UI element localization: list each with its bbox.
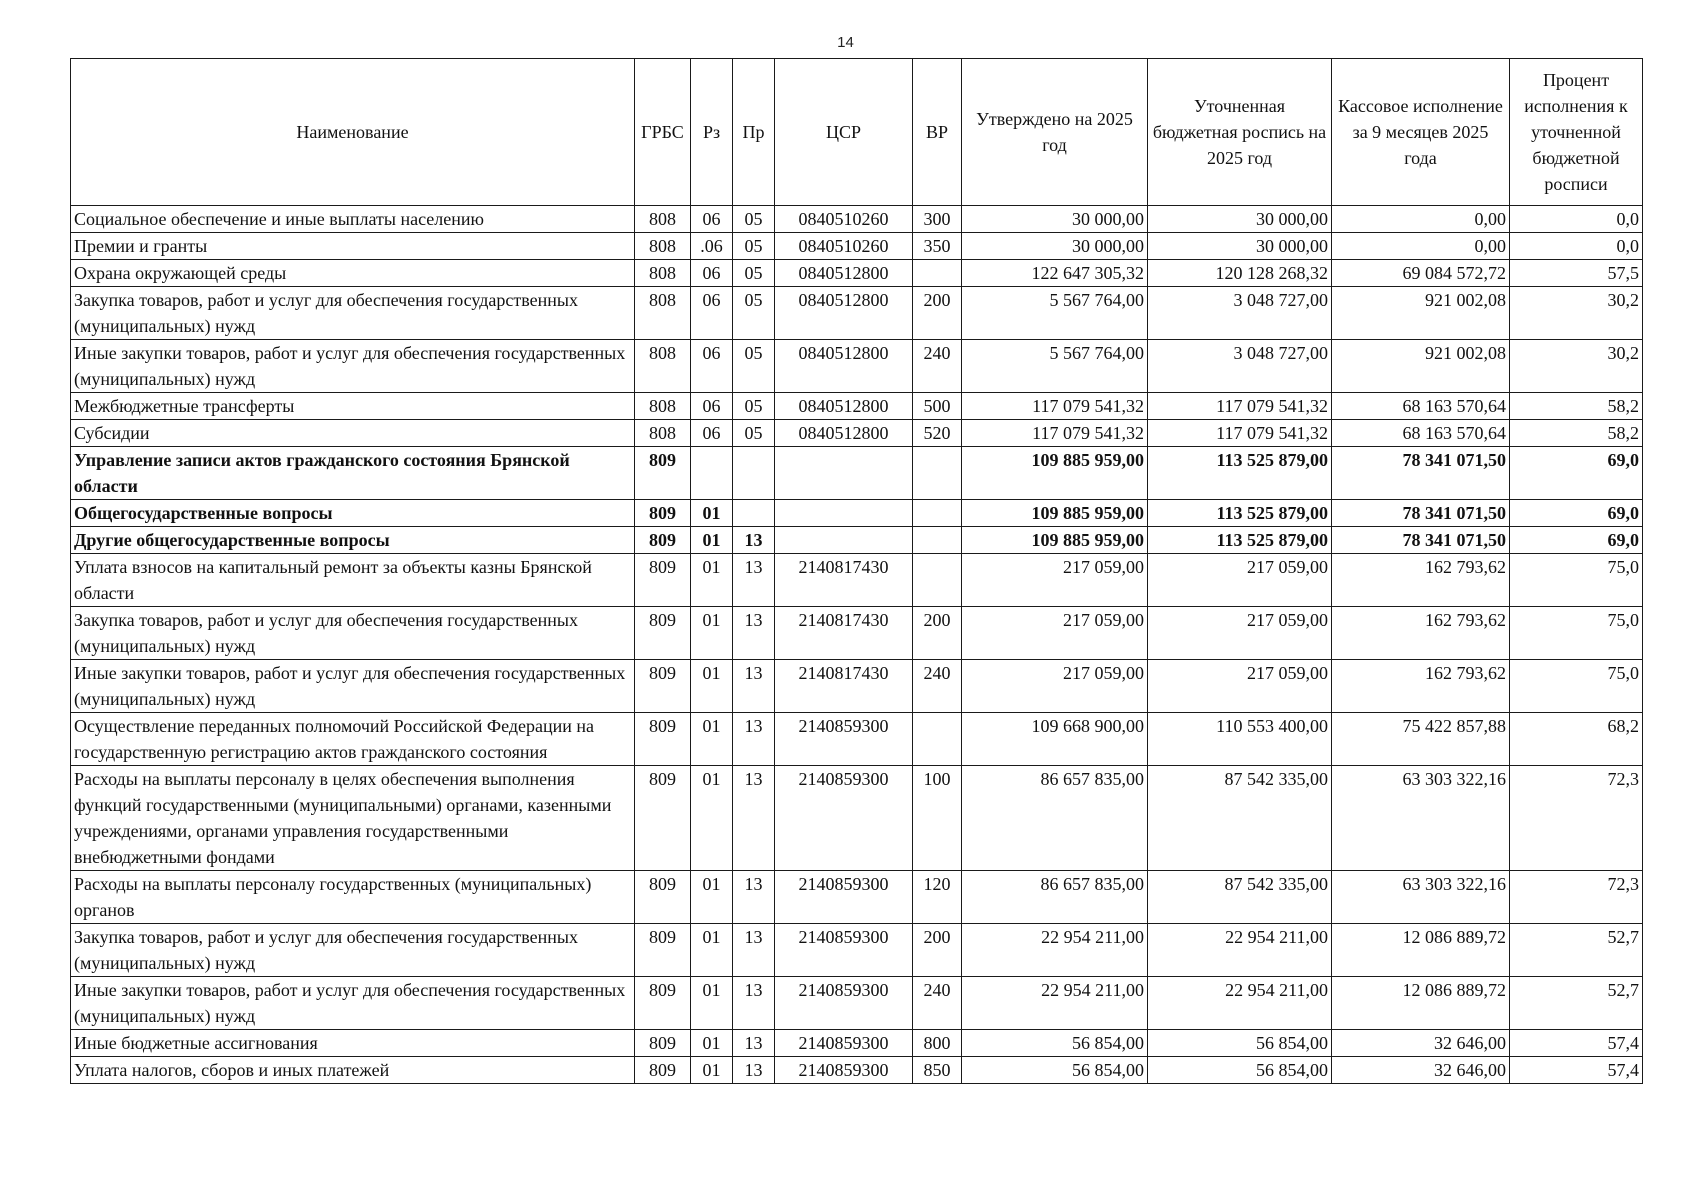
cell-rz: 06 xyxy=(691,260,733,287)
cell-name: Осуществление переданных полномочий Российской Федерации на государственную регистрацию актов гражданского состояния xyxy=(71,713,635,766)
cell-approved: 117 079 541,32 xyxy=(962,420,1148,447)
cell-percent: 0,0 xyxy=(1510,206,1643,233)
cell-vr xyxy=(913,713,962,766)
cell-approved: 22 954 211,00 xyxy=(962,977,1148,1030)
cell-rz: 01 xyxy=(691,1057,733,1084)
header-csr: ЦСР xyxy=(775,59,913,206)
cell-vr: 240 xyxy=(913,660,962,713)
table-row xyxy=(71,287,1643,340)
cell-cash: 921 002,08 xyxy=(1332,287,1510,340)
header-cash: Кассовое исполнение за 9 месяцев 2025 года xyxy=(1332,59,1510,206)
cell-approved: 217 059,00 xyxy=(962,554,1148,607)
cell-vr xyxy=(913,447,962,500)
cell-name: Субсидии xyxy=(71,420,635,447)
cell-rz: 06 xyxy=(691,206,733,233)
cell-vr: 350 xyxy=(913,233,962,260)
cell-refined: 113 525 879,00 xyxy=(1148,527,1332,554)
cell-csr xyxy=(775,500,913,527)
cell-percent: 69,0 xyxy=(1510,447,1643,500)
cell-csr: 2140859300 xyxy=(775,1030,913,1057)
cell-vr xyxy=(913,554,962,607)
cell-grbs: 809 xyxy=(635,527,691,554)
cell-percent: 75,0 xyxy=(1510,554,1643,607)
cell-approved: 217 059,00 xyxy=(962,607,1148,660)
cell-cash: 63 303 322,16 xyxy=(1332,766,1510,871)
cell-grbs: 809 xyxy=(635,1030,691,1057)
cell-refined: 22 954 211,00 xyxy=(1148,924,1332,977)
cell-approved: 109 885 959,00 xyxy=(962,500,1148,527)
cell-name: Закупка товаров, работ и услуг для обеспечения государственных (муниципальных) нужд xyxy=(71,287,635,340)
cell-csr xyxy=(775,527,913,554)
header-vr: ВР xyxy=(913,59,962,206)
cell-cash: 162 793,62 xyxy=(1332,660,1510,713)
table-row xyxy=(71,206,1643,233)
cell-csr: 2140817430 xyxy=(775,554,913,607)
cell-grbs: 809 xyxy=(635,871,691,924)
cell-approved: 122 647 305,32 xyxy=(962,260,1148,287)
cell-approved: 22 954 211,00 xyxy=(962,924,1148,977)
cell-cash: 68 163 570,64 xyxy=(1332,420,1510,447)
cell-rz: 01 xyxy=(691,607,733,660)
cell-cash: 12 086 889,72 xyxy=(1332,977,1510,1030)
cell-csr: 2140859300 xyxy=(775,766,913,871)
cell-grbs: 809 xyxy=(635,660,691,713)
cell-grbs: 809 xyxy=(635,977,691,1030)
cell-cash: 162 793,62 xyxy=(1332,554,1510,607)
cell-vr: 300 xyxy=(913,206,962,233)
cell-rz: .06 xyxy=(691,233,733,260)
cell-pr: 13 xyxy=(733,924,775,977)
cell-rz: 01 xyxy=(691,713,733,766)
cell-name: Другие общегосударственные вопросы xyxy=(71,527,635,554)
cell-rz: 06 xyxy=(691,340,733,393)
cell-name: Иные бюджетные ассигнования xyxy=(71,1030,635,1057)
cell-percent: 69,0 xyxy=(1510,527,1643,554)
cell-percent: 58,2 xyxy=(1510,420,1643,447)
cell-refined: 113 525 879,00 xyxy=(1148,500,1332,527)
cell-rz: 01 xyxy=(691,660,733,713)
cell-refined: 117 079 541,32 xyxy=(1148,420,1332,447)
cell-refined: 87 542 335,00 xyxy=(1148,871,1332,924)
cell-grbs: 808 xyxy=(635,260,691,287)
cell-percent: 58,2 xyxy=(1510,393,1643,420)
cell-refined: 30 000,00 xyxy=(1148,233,1332,260)
cell-name: Социальное обеспечение и иные выплаты населению xyxy=(71,206,635,233)
cell-name: Охрана окружающей среды xyxy=(71,260,635,287)
cell-cash: 0,00 xyxy=(1332,206,1510,233)
header-row xyxy=(71,59,1643,206)
cell-csr: 0840510260 xyxy=(775,206,913,233)
cell-percent: 72,3 xyxy=(1510,871,1643,924)
cell-rz: 01 xyxy=(691,977,733,1030)
cell-name: Межбюджетные трансферты xyxy=(71,393,635,420)
table-row xyxy=(71,766,1643,871)
cell-grbs: 808 xyxy=(635,393,691,420)
cell-csr: 2140859300 xyxy=(775,713,913,766)
cell-vr: 520 xyxy=(913,420,962,447)
header-refined: Уточненная бюджетная роспись на 2025 год xyxy=(1148,59,1332,206)
cell-name: Премии и гранты xyxy=(71,233,635,260)
cell-refined: 110 553 400,00 xyxy=(1148,713,1332,766)
table-body xyxy=(71,206,1643,1084)
cell-grbs: 809 xyxy=(635,713,691,766)
cell-vr: 800 xyxy=(913,1030,962,1057)
cell-percent: 52,7 xyxy=(1510,977,1643,1030)
cell-vr: 240 xyxy=(913,977,962,1030)
cell-rz: 06 xyxy=(691,287,733,340)
cell-cash: 63 303 322,16 xyxy=(1332,871,1510,924)
cell-name: Иные закупки товаров, работ и услуг для обеспечения государственных (муниципальных) нужд xyxy=(71,340,635,393)
cell-approved: 217 059,00 xyxy=(962,660,1148,713)
cell-cash: 162 793,62 xyxy=(1332,607,1510,660)
table-row xyxy=(71,527,1643,554)
cell-grbs: 809 xyxy=(635,766,691,871)
cell-refined: 217 059,00 xyxy=(1148,554,1332,607)
cell-pr: 05 xyxy=(733,287,775,340)
cell-percent: 57,4 xyxy=(1510,1030,1643,1057)
header-percent: Процент исполнения к уточненной бюджетной росписи xyxy=(1510,59,1643,206)
cell-csr: 0840510260 xyxy=(775,233,913,260)
cell-refined: 3 048 727,00 xyxy=(1148,340,1332,393)
cell-cash: 69 084 572,72 xyxy=(1332,260,1510,287)
cell-pr: 05 xyxy=(733,206,775,233)
cell-pr xyxy=(733,447,775,500)
cell-refined: 30 000,00 xyxy=(1148,206,1332,233)
cell-refined: 120 128 268,32 xyxy=(1148,260,1332,287)
cell-pr: 13 xyxy=(733,713,775,766)
cell-pr: 13 xyxy=(733,871,775,924)
cell-csr: 2140817430 xyxy=(775,660,913,713)
cell-csr xyxy=(775,447,913,500)
table-row xyxy=(71,447,1643,500)
cell-cash: 921 002,08 xyxy=(1332,340,1510,393)
cell-refined: 56 854,00 xyxy=(1148,1057,1332,1084)
cell-cash: 32 646,00 xyxy=(1332,1030,1510,1057)
header-pr: Пр xyxy=(733,59,775,206)
cell-csr: 2140859300 xyxy=(775,924,913,977)
cell-percent: 52,7 xyxy=(1510,924,1643,977)
table-row xyxy=(71,871,1643,924)
cell-cash: 78 341 071,50 xyxy=(1332,527,1510,554)
cell-grbs: 809 xyxy=(635,500,691,527)
cell-percent: 57,5 xyxy=(1510,260,1643,287)
cell-csr: 0840512800 xyxy=(775,340,913,393)
cell-name: Закупка товаров, работ и услуг для обеспечения государственных (муниципальных) нужд xyxy=(71,607,635,660)
page-number: 14 xyxy=(837,34,854,51)
header-grbs: ГРБС xyxy=(635,59,691,206)
cell-grbs: 809 xyxy=(635,447,691,500)
table-row xyxy=(71,233,1643,260)
cell-cash: 68 163 570,64 xyxy=(1332,393,1510,420)
cell-approved: 109 885 959,00 xyxy=(962,447,1148,500)
cell-cash: 32 646,00 xyxy=(1332,1057,1510,1084)
table-row xyxy=(71,1030,1643,1057)
cell-name: Закупка товаров, работ и услуг для обеспечения государственных (муниципальных) нужд xyxy=(71,924,635,977)
cell-rz: 01 xyxy=(691,766,733,871)
cell-rz: 06 xyxy=(691,393,733,420)
table-row xyxy=(71,500,1643,527)
table-row xyxy=(71,340,1643,393)
cell-rz: 01 xyxy=(691,554,733,607)
cell-grbs: 809 xyxy=(635,1057,691,1084)
cell-rz: 01 xyxy=(691,924,733,977)
cell-name: Расходы на выплаты персоналу государственных (муниципальных) органов xyxy=(71,871,635,924)
cell-pr: 13 xyxy=(733,607,775,660)
cell-approved: 109 668 900,00 xyxy=(962,713,1148,766)
table-row xyxy=(71,713,1643,766)
cell-pr: 05 xyxy=(733,233,775,260)
cell-rz: 01 xyxy=(691,500,733,527)
cell-grbs: 809 xyxy=(635,607,691,660)
table-row xyxy=(71,554,1643,607)
cell-approved: 30 000,00 xyxy=(962,233,1148,260)
cell-percent: 75,0 xyxy=(1510,607,1643,660)
cell-csr: 2140817430 xyxy=(775,607,913,660)
cell-refined: 22 954 211,00 xyxy=(1148,977,1332,1030)
table-row xyxy=(71,660,1643,713)
cell-pr: 05 xyxy=(733,420,775,447)
table-row xyxy=(71,420,1643,447)
cell-pr: 13 xyxy=(733,660,775,713)
cell-vr: 240 xyxy=(913,340,962,393)
cell-approved: 30 000,00 xyxy=(962,206,1148,233)
cell-grbs: 808 xyxy=(635,287,691,340)
cell-approved: 117 079 541,32 xyxy=(962,393,1148,420)
cell-csr: 2140859300 xyxy=(775,871,913,924)
header-name: Наименование xyxy=(71,59,635,206)
cell-pr: 13 xyxy=(733,1030,775,1057)
cell-vr xyxy=(913,500,962,527)
cell-percent: 30,2 xyxy=(1510,287,1643,340)
cell-name: Иные закупки товаров, работ и услуг для обеспечения государственных (муниципальных) нужд xyxy=(71,977,635,1030)
cell-grbs: 808 xyxy=(635,233,691,260)
table-row xyxy=(71,260,1643,287)
cell-csr: 0840512800 xyxy=(775,420,913,447)
cell-pr: 13 xyxy=(733,977,775,1030)
cell-cash: 0,00 xyxy=(1332,233,1510,260)
cell-rz xyxy=(691,447,733,500)
table-row xyxy=(71,607,1643,660)
cell-cash: 12 086 889,72 xyxy=(1332,924,1510,977)
cell-csr: 2140859300 xyxy=(775,977,913,1030)
cell-vr: 120 xyxy=(913,871,962,924)
cell-name: Уплата взносов на капитальный ремонт за объекты казны Брянской области xyxy=(71,554,635,607)
cell-name: Уплата налогов, сборов и иных платежей xyxy=(71,1057,635,1084)
cell-refined: 113 525 879,00 xyxy=(1148,447,1332,500)
cell-csr: 2140859300 xyxy=(775,1057,913,1084)
table-header xyxy=(71,59,1643,206)
cell-name: Расходы на выплаты персоналу в целях обеспечения выполнения функций государственными (муниципальными) органами, казенными учреждениями, органами управления государственными внебюджетными фондами xyxy=(71,766,635,871)
cell-vr: 200 xyxy=(913,287,962,340)
cell-rz: 01 xyxy=(691,527,733,554)
cell-percent: 0,0 xyxy=(1510,233,1643,260)
cell-pr: 13 xyxy=(733,527,775,554)
cell-vr: 100 xyxy=(913,766,962,871)
cell-name: Общегосударственные вопросы xyxy=(71,500,635,527)
cell-vr: 200 xyxy=(913,924,962,977)
cell-grbs: 808 xyxy=(635,206,691,233)
cell-approved: 109 885 959,00 xyxy=(962,527,1148,554)
cell-approved: 56 854,00 xyxy=(962,1057,1148,1084)
cell-percent: 72,3 xyxy=(1510,766,1643,871)
cell-pr: 13 xyxy=(733,554,775,607)
cell-rz: 06 xyxy=(691,420,733,447)
cell-pr: 05 xyxy=(733,340,775,393)
budget-execution-table xyxy=(70,58,1643,1084)
cell-grbs: 808 xyxy=(635,340,691,393)
cell-cash: 78 341 071,50 xyxy=(1332,447,1510,500)
cell-percent: 75,0 xyxy=(1510,660,1643,713)
cell-pr: 13 xyxy=(733,1057,775,1084)
cell-refined: 3 048 727,00 xyxy=(1148,287,1332,340)
table-row xyxy=(71,924,1643,977)
cell-vr: 850 xyxy=(913,1057,962,1084)
cell-csr: 0840512800 xyxy=(775,260,913,287)
cell-refined: 56 854,00 xyxy=(1148,1030,1332,1057)
cell-pr: 05 xyxy=(733,393,775,420)
header-rz: Рз xyxy=(691,59,733,206)
cell-percent: 68,2 xyxy=(1510,713,1643,766)
cell-percent: 57,4 xyxy=(1510,1057,1643,1084)
cell-approved: 86 657 835,00 xyxy=(962,871,1148,924)
cell-vr xyxy=(913,527,962,554)
table-row xyxy=(71,393,1643,420)
cell-name: Иные закупки товаров, работ и услуг для обеспечения государственных (муниципальных) нужд xyxy=(71,660,635,713)
cell-approved: 5 567 764,00 xyxy=(962,340,1148,393)
cell-grbs: 809 xyxy=(635,924,691,977)
cell-pr: 05 xyxy=(733,260,775,287)
cell-grbs: 809 xyxy=(635,554,691,607)
cell-refined: 217 059,00 xyxy=(1148,660,1332,713)
cell-vr: 500 xyxy=(913,393,962,420)
header-approved: Утверждено на 2025 год xyxy=(962,59,1148,206)
table-row xyxy=(71,977,1643,1030)
cell-percent: 69,0 xyxy=(1510,500,1643,527)
cell-grbs: 808 xyxy=(635,420,691,447)
cell-refined: 217 059,00 xyxy=(1148,607,1332,660)
cell-refined: 87 542 335,00 xyxy=(1148,766,1332,871)
cell-pr: 13 xyxy=(733,766,775,871)
cell-vr: 200 xyxy=(913,607,962,660)
cell-csr: 0840512800 xyxy=(775,393,913,420)
cell-vr xyxy=(913,260,962,287)
cell-approved: 86 657 835,00 xyxy=(962,766,1148,871)
cell-pr xyxy=(733,500,775,527)
cell-percent: 30,2 xyxy=(1510,340,1643,393)
cell-approved: 56 854,00 xyxy=(962,1030,1148,1057)
cell-csr: 0840512800 xyxy=(775,287,913,340)
table-row xyxy=(71,1057,1643,1084)
cell-rz: 01 xyxy=(691,871,733,924)
cell-name: Управление записи актов гражданского состояния Брянской области xyxy=(71,447,635,500)
cell-cash: 78 341 071,50 xyxy=(1332,500,1510,527)
cell-rz: 01 xyxy=(691,1030,733,1057)
cell-cash: 75 422 857,88 xyxy=(1332,713,1510,766)
cell-approved: 5 567 764,00 xyxy=(962,287,1148,340)
cell-refined: 117 079 541,32 xyxy=(1148,393,1332,420)
